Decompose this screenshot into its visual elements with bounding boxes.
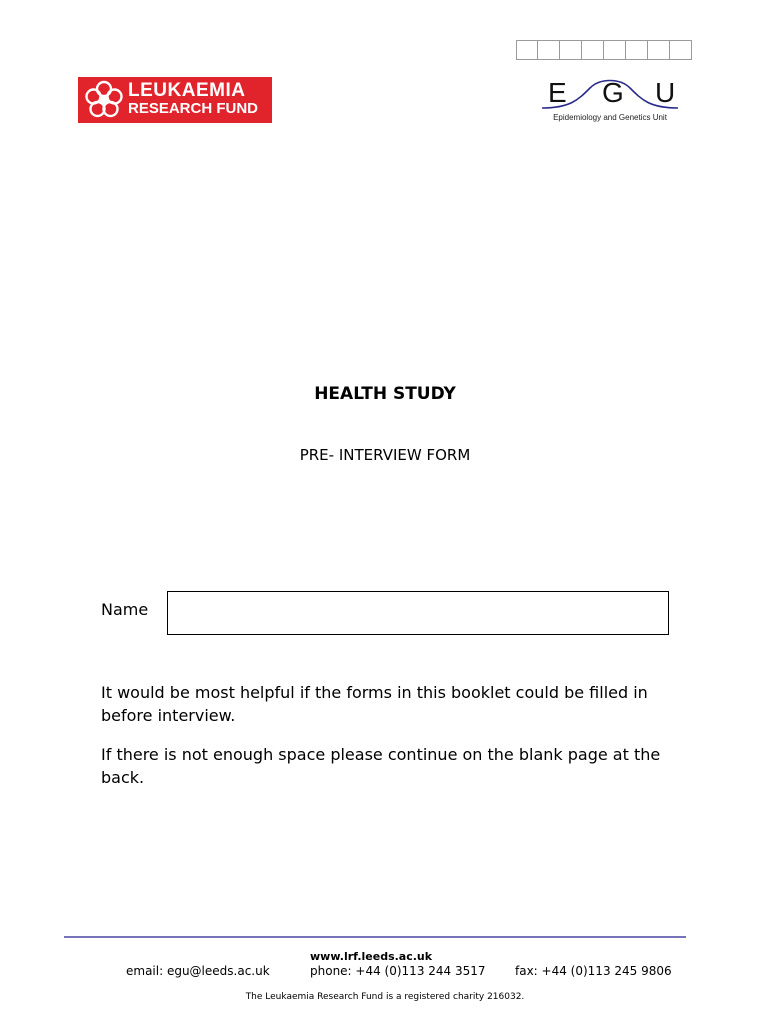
form-subtitle: PRE- INTERVIEW FORM	[299, 446, 471, 464]
egu-logo	[540, 78, 680, 126]
egu-letter-g: G	[602, 77, 624, 108]
participant-id-boxes	[516, 40, 692, 60]
id-box[interactable]	[582, 40, 604, 60]
footer-website[interactable]: www.lrf.leeds.ac.uk	[310, 950, 433, 963]
egu-letter-u: U	[655, 77, 676, 108]
lrf-logo-line1: LEUKAEMIA	[128, 80, 246, 101]
id-box[interactable]	[604, 40, 626, 60]
name-label: Name	[101, 600, 149, 619]
footer-fax: fax: +44 (0)113 245 9806	[515, 964, 672, 978]
footer-email[interactable]: email: egu@leeds.ac.uk	[126, 964, 270, 978]
id-box[interactable]	[538, 40, 560, 60]
flower-logo-icon	[84, 80, 124, 120]
name-field[interactable]	[167, 591, 669, 635]
id-box[interactable]	[670, 40, 692, 60]
instruction-paragraph-1: It would be most helpful if the forms in this booklet could be filled in before interview.	[101, 683, 648, 725]
id-box[interactable]	[648, 40, 670, 60]
leukaemia-research-fund-logo	[78, 77, 272, 123]
footer-phone: phone: +44 (0)113 244 3517	[310, 964, 486, 978]
footer-divider	[64, 936, 686, 938]
page-title: HEALTH STUDY	[314, 384, 456, 404]
instruction-paragraph-2: If there is not enough space please continue on the blank page at the back.	[101, 745, 661, 787]
id-box[interactable]	[516, 40, 538, 60]
id-box[interactable]	[560, 40, 582, 60]
footer-charity-note: The Leukaemia Research Fund is a registered charity 216032.	[245, 992, 525, 1002]
lrf-logo-line2: RESEARCH FUND	[128, 100, 259, 117]
egu-letter-e: E	[548, 77, 567, 108]
id-box[interactable]	[626, 40, 648, 60]
egu-subtitle: Epidemiology and Genetics Unit	[553, 113, 667, 122]
